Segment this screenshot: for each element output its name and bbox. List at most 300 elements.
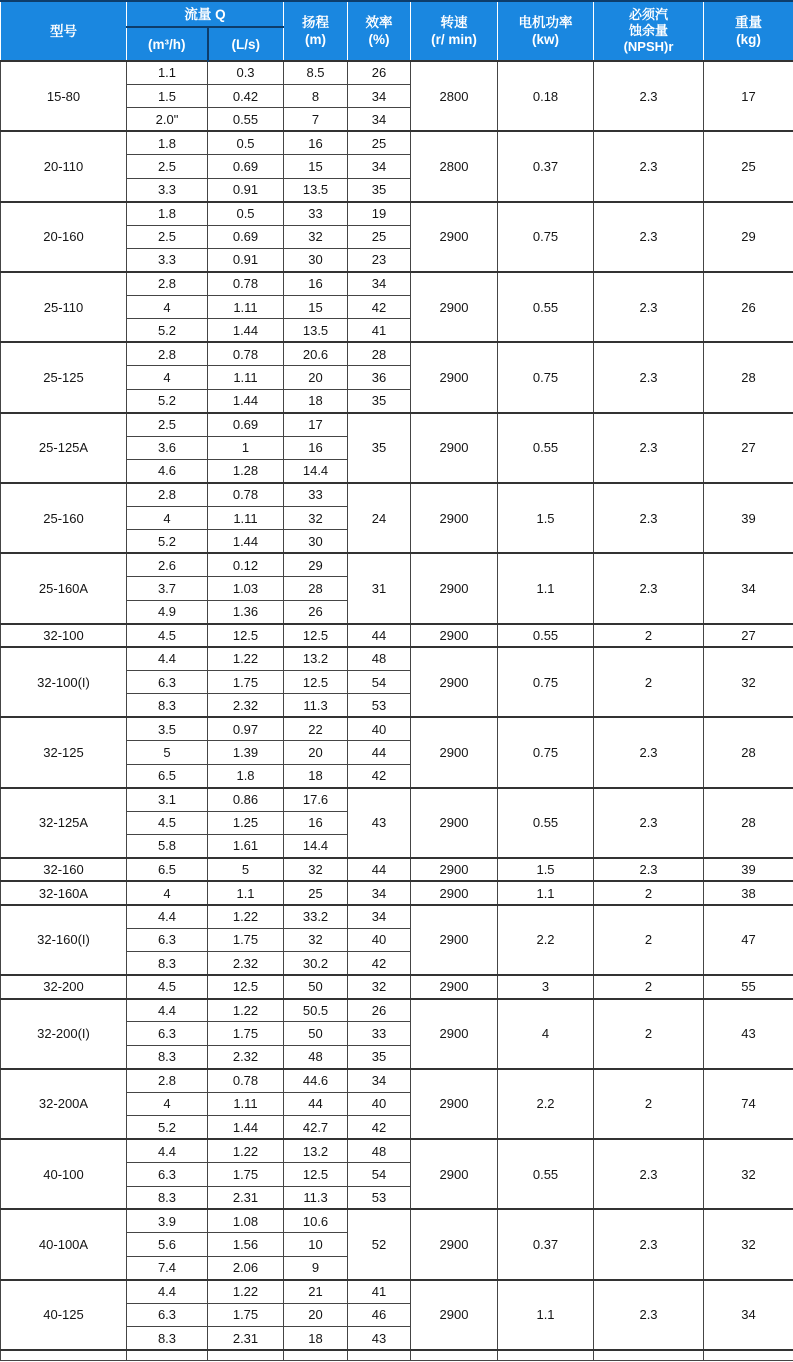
head-cell: 33: [284, 202, 348, 225]
table-row: [1, 483, 793, 506]
flow-ls-cell: 1.11: [208, 295, 284, 318]
flow-ls-cell: 0.5: [208, 131, 284, 154]
model-cell: 40-100A: [1, 1209, 127, 1279]
speed-cell: 2900: [411, 624, 498, 647]
flow-m3h-cell: 4.4: [127, 647, 208, 670]
head-cell: 16: [284, 131, 348, 154]
flow-m3h-cell: 1.1: [127, 61, 208, 84]
npsh-cell: 2: [594, 1069, 704, 1139]
npsh-cell: 2.3: [594, 553, 704, 623]
weight-cell: 34: [704, 553, 793, 623]
flow-ls-cell: 1.36: [208, 600, 284, 623]
flow-ls-cell: 2.06: [208, 1256, 284, 1279]
flow-m3h-cell: 2.8: [127, 342, 208, 365]
speed-cell: 2900: [411, 905, 498, 975]
flow-ls-cell: 0.3: [208, 61, 284, 84]
flow-ls-cell: 0.78: [208, 272, 284, 295]
flow-m3h-cell: 3.5: [127, 717, 208, 740]
flow-ls-cell: 0.91: [208, 249, 284, 272]
flow-ls-cell: 0.12: [208, 553, 284, 576]
speed-cell: 2900: [411, 1280, 498, 1350]
flow-m3h-cell: 8.3: [127, 952, 208, 975]
model-cell: [1, 1350, 127, 1360]
flow-m3h-cell: 2.5: [127, 225, 208, 248]
flow-ls-cell: 0.55: [208, 108, 284, 131]
head-cell: 32: [284, 506, 348, 529]
model-cell: 20-160: [1, 202, 127, 272]
table-row: [1, 788, 793, 811]
efficiency-cell: 42: [348, 1116, 411, 1139]
weight-cell: 29: [704, 202, 793, 272]
head-cell: 48: [284, 1045, 348, 1068]
flow-ls-cell: 1.22: [208, 999, 284, 1022]
power-cell: 1.5: [498, 483, 594, 553]
flow-ls-cell: 1.44: [208, 389, 284, 412]
weight-cell: 28: [704, 788, 793, 858]
model-cell: 25-125A: [1, 413, 127, 483]
efficiency-cell: 35: [348, 178, 411, 201]
model-cell: 32-200: [1, 975, 127, 998]
power-cell: 0.55: [498, 788, 594, 858]
npsh-cell: 2: [594, 975, 704, 998]
weight-cell: 28: [704, 717, 793, 787]
flow-ls-cell: 0.91: [208, 178, 284, 201]
table-row: [1, 61, 793, 84]
weight-cell: 39: [704, 858, 793, 881]
flow-ls-cell: 1.22: [208, 1280, 284, 1303]
table-row: [1, 647, 793, 670]
flow-m3h-cell: 2.5: [127, 413, 208, 436]
flow-m3h-cell: 2.8: [127, 1069, 208, 1092]
flow-m3h-cell: 4: [127, 506, 208, 529]
weight-cell: 32: [704, 1139, 793, 1209]
efficiency-cell: 34: [348, 905, 411, 928]
efficiency-cell: 52: [348, 1209, 411, 1279]
efficiency-cell: 24: [348, 483, 411, 553]
power-cell: 0.55: [498, 413, 594, 483]
model-cell: 32-200A: [1, 1069, 127, 1139]
table-row-partial: [1, 1350, 793, 1360]
weight-cell: 27: [704, 624, 793, 647]
speed-cell: 2900: [411, 999, 498, 1069]
head-cell: 33.2: [284, 905, 348, 928]
weight-cell: 27: [704, 413, 793, 483]
efficiency-cell: 44: [348, 741, 411, 764]
head-cell: 10.6: [284, 1209, 348, 1232]
head-cell: 8.5: [284, 61, 348, 84]
efficiency-cell: 40: [348, 1092, 411, 1115]
flow-ls-cell: 0.78: [208, 483, 284, 506]
npsh-cell: 2.3: [594, 717, 704, 787]
efficiency-cell: 40: [348, 928, 411, 951]
efficiency-cell: 48: [348, 1139, 411, 1162]
flow-ls-cell: 1.75: [208, 1163, 284, 1186]
power-cell: [498, 1350, 594, 1360]
weight-cell: 28: [704, 342, 793, 412]
efficiency-cell: 26: [348, 61, 411, 84]
flow-ls-cell: 0.97: [208, 717, 284, 740]
head-cell: 30: [284, 249, 348, 272]
npsh-cell: 2: [594, 881, 704, 904]
model-cell: 32-100: [1, 624, 127, 647]
weight-cell: 25: [704, 131, 793, 201]
flow-m3h-cell: 4.4: [127, 1280, 208, 1303]
npsh-cell: 2: [594, 999, 704, 1069]
npsh-cell: 2.3: [594, 788, 704, 858]
head-cell: 25: [284, 881, 348, 904]
flow-ls-cell: 1.22: [208, 905, 284, 928]
flow-ls-cell: 2.32: [208, 952, 284, 975]
head-cell: 16: [284, 436, 348, 459]
flow-m3h-cell: 4.4: [127, 999, 208, 1022]
flow-ls-cell: 1.25: [208, 811, 284, 834]
flow-ls-cell: 1.39: [208, 741, 284, 764]
efficiency-cell: 42: [348, 295, 411, 318]
flow-m3h-cell: 3.3: [127, 178, 208, 201]
model-cell: 32-100(I): [1, 647, 127, 717]
head-cell: 42.7: [284, 1116, 348, 1139]
efficiency-cell: 34: [348, 84, 411, 107]
table-row: [1, 1209, 793, 1232]
model-cell: 40-100: [1, 1139, 127, 1209]
head-cell: 16: [284, 811, 348, 834]
flow-ls-cell: 1.28: [208, 459, 284, 482]
head-cell: 17.6: [284, 788, 348, 811]
npsh-cell: 2.3: [594, 61, 704, 131]
head-cell: 13.5: [284, 319, 348, 342]
efficiency-cell: 35: [348, 413, 411, 483]
efficiency-cell: 25: [348, 225, 411, 248]
table-row: [1, 999, 793, 1022]
efficiency-cell: 34: [348, 1069, 411, 1092]
model-cell: 32-160: [1, 858, 127, 881]
flow-m3h-cell: 4.5: [127, 811, 208, 834]
flow-m3h-cell: 4.4: [127, 1139, 208, 1162]
npsh-cell: [594, 1350, 704, 1360]
efficiency-cell: 54: [348, 670, 411, 693]
npsh-cell: 2.3: [594, 1139, 704, 1209]
header-flow-q: 流量 Q: [127, 1, 284, 27]
head-cell: 12.5: [284, 1163, 348, 1186]
npsh-cell: 2.3: [594, 272, 704, 342]
flow-ls-cell: 2.32: [208, 1045, 284, 1068]
table-row: [1, 858, 793, 881]
power-cell: 1.5: [498, 858, 594, 881]
power-cell: 1.1: [498, 553, 594, 623]
flow-m3h-cell: 4.5: [127, 975, 208, 998]
flow-m3h-cell: 7.4: [127, 1256, 208, 1279]
weight-cell: 43: [704, 999, 793, 1069]
efficiency-cell: 40: [348, 717, 411, 740]
flow-ls-cell: 1.11: [208, 366, 284, 389]
flow-ls-cell: 1.56: [208, 1233, 284, 1256]
weight-cell: 39: [704, 483, 793, 553]
model-cell: 25-125: [1, 342, 127, 412]
head-cell: 12.5: [284, 670, 348, 693]
efficiency-cell: 34: [348, 155, 411, 178]
efficiency-cell: 42: [348, 952, 411, 975]
flow-ls-cell: 1.75: [208, 928, 284, 951]
weight-cell: 17: [704, 61, 793, 131]
npsh-cell: 2.3: [594, 858, 704, 881]
model-cell: 20-110: [1, 131, 127, 201]
flow-m3h-cell: 2.8: [127, 272, 208, 295]
head-cell: 30.2: [284, 952, 348, 975]
npsh-cell: 2.3: [594, 1280, 704, 1350]
flow-ls-cell: 0.69: [208, 225, 284, 248]
efficiency-cell: 31: [348, 553, 411, 623]
weight-cell: 55: [704, 975, 793, 998]
head-cell: 11.3: [284, 694, 348, 717]
flow-ls-cell: 12.5: [208, 975, 284, 998]
flow-m3h-cell: 1.8: [127, 131, 208, 154]
head-cell: 21: [284, 1280, 348, 1303]
flow-ls-cell: 1.08: [208, 1209, 284, 1232]
flow-m3h-cell: 4: [127, 366, 208, 389]
flow-m3h-cell: 4.9: [127, 600, 208, 623]
power-cell: 2.2: [498, 1069, 594, 1139]
power-cell: 0.75: [498, 647, 594, 717]
table-row: [1, 553, 793, 576]
flow-ls-cell: 1.11: [208, 1092, 284, 1115]
efficiency-cell: 35: [348, 389, 411, 412]
head-cell: 17: [284, 413, 348, 436]
flow-ls-cell: 1.11: [208, 506, 284, 529]
table-row: [1, 1139, 793, 1162]
table-row: [1, 1069, 793, 1092]
flow-ls-cell: 0.86: [208, 788, 284, 811]
table-row: [1, 717, 793, 740]
speed-cell: 2900: [411, 483, 498, 553]
efficiency-cell: 26: [348, 999, 411, 1022]
flow-m3h-cell: 3.7: [127, 577, 208, 600]
table-row: [1, 342, 793, 365]
flow-ls-cell: 2.31: [208, 1186, 284, 1209]
table-header: [1, 1, 793, 61]
table-row: [1, 131, 793, 154]
table-body: [1, 61, 793, 1360]
flow-m3h-cell: 2.6: [127, 553, 208, 576]
table-row: [1, 905, 793, 928]
flow-m3h-cell: 2.0": [127, 108, 208, 131]
table-row: [1, 1280, 793, 1303]
efficiency-cell: 41: [348, 1280, 411, 1303]
weight-cell: 47: [704, 905, 793, 975]
head-cell: 44: [284, 1092, 348, 1115]
header-speed: 转速 (r/ min): [411, 1, 498, 61]
flow-ls-cell: 2.32: [208, 694, 284, 717]
flow-m3h-cell: 4: [127, 295, 208, 318]
efficiency-cell: 34: [348, 272, 411, 295]
flow-m3h-cell: 1.5: [127, 84, 208, 107]
flow-m3h-cell: 3.9: [127, 1209, 208, 1232]
weight-cell: 32: [704, 647, 793, 717]
flow-ls-cell: 2.31: [208, 1327, 284, 1350]
flow-ls-cell: 1.44: [208, 530, 284, 553]
npsh-cell: 2.3: [594, 342, 704, 412]
flow-m3h-cell: 5: [127, 741, 208, 764]
model-cell: 40-125: [1, 1280, 127, 1350]
flow-m3h-cell: 3.6: [127, 436, 208, 459]
head-cell: 15: [284, 155, 348, 178]
speed-cell: 2900: [411, 858, 498, 881]
header-head: 扬程 (m): [284, 1, 348, 61]
speed-cell: 2900: [411, 202, 498, 272]
flow-ls-cell: 12.5: [208, 624, 284, 647]
model-cell: 32-125: [1, 717, 127, 787]
power-cell: 0.37: [498, 131, 594, 201]
table-row: [1, 413, 793, 436]
power-cell: 0.55: [498, 624, 594, 647]
head-cell: 18: [284, 1327, 348, 1350]
header-flow-ls: (L/s): [208, 27, 284, 61]
efficiency-cell: 34: [348, 881, 411, 904]
head-cell: 50: [284, 975, 348, 998]
npsh-cell: 2.3: [594, 1209, 704, 1279]
efficiency-cell: 19: [348, 202, 411, 225]
flow-m3h-cell: 5.2: [127, 1116, 208, 1139]
head-cell: 18: [284, 389, 348, 412]
header-power: 电机功率 (kw): [498, 1, 594, 61]
npsh-cell: 2: [594, 905, 704, 975]
speed-cell: 2900: [411, 881, 498, 904]
speed-cell: 2900: [411, 553, 498, 623]
head-cell: 20: [284, 741, 348, 764]
power-cell: 0.75: [498, 342, 594, 412]
efficiency-cell: 44: [348, 624, 411, 647]
head-cell: 20: [284, 366, 348, 389]
head-cell: 33: [284, 483, 348, 506]
flow-ls-cell: 0.78: [208, 1069, 284, 1092]
model-cell: 32-125A: [1, 788, 127, 858]
head-cell: 9: [284, 1256, 348, 1279]
flow-ls-cell: 0.5: [208, 202, 284, 225]
efficiency-cell: 34: [348, 108, 411, 131]
npsh-cell: 2.3: [594, 413, 704, 483]
head-cell: 32: [284, 225, 348, 248]
efficiency-cell: 36: [348, 366, 411, 389]
power-cell: 2.2: [498, 905, 594, 975]
efficiency-cell: 53: [348, 694, 411, 717]
header-weight: 重量 (kg): [704, 1, 793, 61]
model-cell: 15-80: [1, 61, 127, 131]
efficiency-cell: 53: [348, 1186, 411, 1209]
flow-m3h-cell: 4.5: [127, 624, 208, 647]
speed-cell: 2900: [411, 413, 498, 483]
flow-ls-cell: 0.78: [208, 342, 284, 365]
efficiency-cell: [348, 1350, 411, 1360]
flow-ls-cell: 1.03: [208, 577, 284, 600]
efficiency-cell: 23: [348, 249, 411, 272]
flow-m3h-cell: 5.6: [127, 1233, 208, 1256]
weight-cell: [704, 1350, 793, 1360]
weight-cell: 74: [704, 1069, 793, 1139]
flow-ls-cell: [208, 1350, 284, 1360]
head-cell: 18: [284, 764, 348, 787]
flow-m3h-cell: 6.3: [127, 1022, 208, 1045]
efficiency-cell: 33: [348, 1022, 411, 1045]
power-cell: 0.55: [498, 272, 594, 342]
flow-m3h-cell: 6.3: [127, 928, 208, 951]
head-cell: 11.3: [284, 1186, 348, 1209]
weight-cell: 26: [704, 272, 793, 342]
header-efficiency: 效率 (%): [348, 1, 411, 61]
flow-ls-cell: 1.61: [208, 834, 284, 857]
table-row: [1, 624, 793, 647]
flow-ls-cell: 0.69: [208, 155, 284, 178]
speed-cell: 2900: [411, 1209, 498, 1279]
npsh-cell: 2: [594, 647, 704, 717]
header-flow-m3h: (m³/h): [127, 27, 208, 61]
flow-m3h-cell: 5.2: [127, 319, 208, 342]
head-cell: 13.2: [284, 1139, 348, 1162]
head-cell: 29: [284, 553, 348, 576]
power-cell: 0.75: [498, 717, 594, 787]
flow-m3h-cell: 4.4: [127, 905, 208, 928]
flow-m3h-cell: 8.3: [127, 694, 208, 717]
flow-m3h-cell: 6.3: [127, 1163, 208, 1186]
flow-ls-cell: 1.8: [208, 764, 284, 787]
flow-ls-cell: 0.69: [208, 413, 284, 436]
flow-m3h-cell: 8.3: [127, 1327, 208, 1350]
flow-m3h-cell: 3.1: [127, 788, 208, 811]
model-cell: 25-160: [1, 483, 127, 553]
head-cell: 28: [284, 577, 348, 600]
power-cell: 0.37: [498, 1209, 594, 1279]
model-cell: 32-160(I): [1, 905, 127, 975]
header-npsh: 必须汽 蚀余量 (NPSH)r: [594, 1, 704, 61]
model-cell: 25-160A: [1, 553, 127, 623]
speed-cell: 2900: [411, 342, 498, 412]
head-cell: 44.6: [284, 1069, 348, 1092]
flow-ls-cell: 1.44: [208, 319, 284, 342]
head-cell: 7: [284, 108, 348, 131]
speed-cell: [411, 1350, 498, 1360]
flow-ls-cell: 1.44: [208, 1116, 284, 1139]
flow-m3h-cell: 5.2: [127, 389, 208, 412]
head-cell: 22: [284, 717, 348, 740]
head-cell: 30: [284, 530, 348, 553]
head-cell: 13.2: [284, 647, 348, 670]
speed-cell: 2900: [411, 647, 498, 717]
power-cell: 1.1: [498, 881, 594, 904]
efficiency-cell: 44: [348, 858, 411, 881]
head-cell: 14.4: [284, 459, 348, 482]
flow-m3h-cell: 8.3: [127, 1045, 208, 1068]
weight-cell: 34: [704, 1280, 793, 1350]
efficiency-cell: 41: [348, 319, 411, 342]
flow-m3h-cell: 8.3: [127, 1186, 208, 1209]
npsh-cell: 2.3: [594, 131, 704, 201]
speed-cell: 2900: [411, 1139, 498, 1209]
speed-cell: 2900: [411, 1069, 498, 1139]
flow-m3h-cell: 4.6: [127, 459, 208, 482]
head-cell: 20.6: [284, 342, 348, 365]
head-cell: 50: [284, 1022, 348, 1045]
speed-cell: 2800: [411, 61, 498, 131]
flow-m3h-cell: 6.5: [127, 858, 208, 881]
head-cell: 14.4: [284, 834, 348, 857]
flow-m3h-cell: 4: [127, 1092, 208, 1115]
table-row: [1, 202, 793, 225]
npsh-cell: 2.3: [594, 202, 704, 272]
efficiency-cell: 43: [348, 1327, 411, 1350]
flow-ls-cell: 1.1: [208, 881, 284, 904]
power-cell: 1.1: [498, 1280, 594, 1350]
power-cell: 0.75: [498, 202, 594, 272]
power-cell: 4: [498, 999, 594, 1069]
head-cell: 15: [284, 295, 348, 318]
